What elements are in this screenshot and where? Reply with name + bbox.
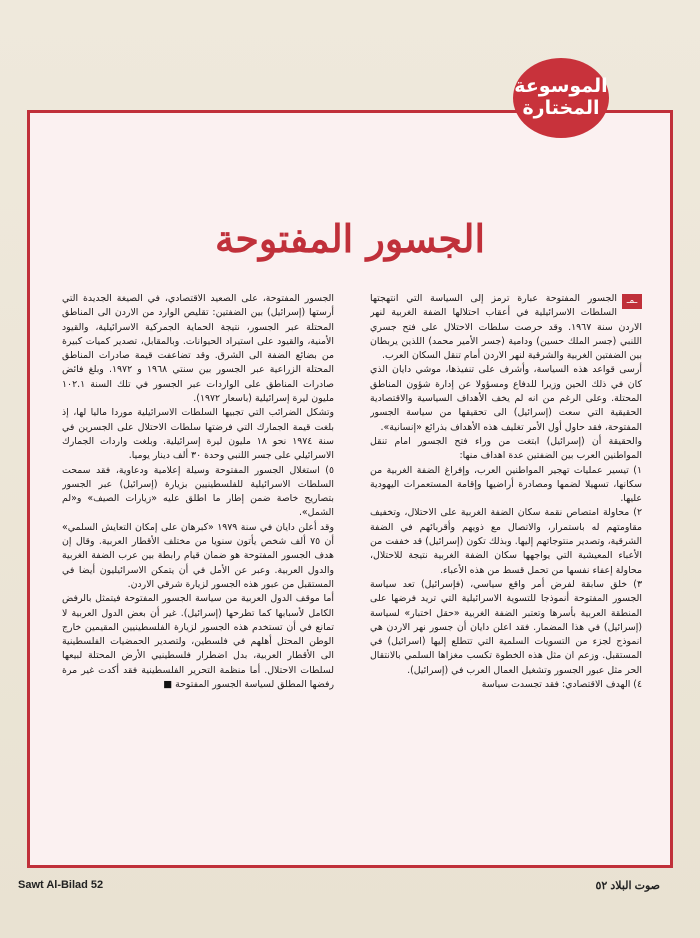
paragraph: ١) تيسير عمليات تهجير المواطنين العرب، وإفراغ الضفة الغربية من سكانها، تسهيلا لضمها ومصادرة أراضيها وإقامة المستعمرات اليهودية عليها. xyxy=(370,464,642,505)
end-square-icon: ■ xyxy=(163,679,173,691)
paragraph: ٣) خلق سابقة لفرض أمر واقع سياسي، (فإسرائيل) تعد سياسة الجسور المفتوحة أنموذجا للتسوية الاسرائيلية التي تريد فرضها على المنطقة العربية بأسرها وتعتبر الضفة الغربية «حقل اختبار» لسياسة (إسرائيل) في هذا المضمار. فقد اعلن دايان أن جسور نهر الاردن هي انموذج لجزء من التسويات السلمية التي تتطلع إليها (اسرائيل) في المستقبل. وزعم ان مثل هذه الخطوة تكسب مغزاها السلمي بالانتقال الحر مثل عبور الجسور وتشغيل العمال العرب في (إسرائيل). xyxy=(370,578,642,676)
paragraph: ٥) استغلال الجسور المفتوحة وسيلة إعلامية ودعاوية، فقد سمحت السلطات الاسرائيلية للفلسطينيين بزيارة (إسرائيل) عبر الجسور بتصاريح خاصة ضمن إطار ما اطلق عليه «زيارات الصيف» و«لم الشمل». xyxy=(62,464,334,519)
paragraph: أرسى قواعد هذه السياسة، وأشرف على تنفيذها، موشي دايان الذي كان في ذلك الحين وزيرا للدفاع ومسؤولا عن إدارة شؤون المناطق المحتلة. وعلى الرغم من انه لم يخف الأهداف السياسية والاقتصادية الحقيقية التي سعت (إسرائيل) الى تحقيقها من سياسة الجسور المفتوحة، فقد حاول أول الأمر تغليف هذه الأهداف بذرائع «إنسانية». xyxy=(370,364,642,433)
paragraph: وقد أعلن دايان في سنة ١٩٧٩ «كبرهان على إمكان التعايش السلمي» أن ٧٥ ألف شخص يأتون سنويا من مختلف الأقطار العربية. وقال إن هدف الجسور المفتوحة هو ضمان قيام رابطة بين عرب الضفة الغربية والدول العربية. وعبر عن الأمل في أن يتمكن الاسرائيليون أيضا في المستقبل من عبور هذه الجسور لزيارة شرقي الاردن. xyxy=(62,521,334,590)
paragraph: ـمـ الجسور المفتوحة عبارة ترمز إلى السياسة التي انتهجتها السلطات الاسرائيلية في أعقاب احتلالها الضفة الغربية لنهر الاردن سنة ١٩٦٧. وقد حرصت سلطات الاحتلال على فتح جسري اللنبي (جسر الملك حسين) ودامية (جسر الأمير محمد) اللذين يربطان بين الضفتين الغربية والشرقية لنهر الاردن أمام تنقل السكان العرب. xyxy=(370,293,642,362)
footer-page-label: Sawt Al-Bilad 52 xyxy=(18,879,104,891)
paragraph: ٢) محاولة امتصاص نقمة سكان الضفة الغربية على الاحتلال، وتخفيف مقاومتهم له باستمرار، والاتصال مع ذويهم وأقربائهم في الضفة الشرقية، وتصدير منتوجاتهم إليها. وبذلك تكون (إسرائيل) قد خففت من الأعباء المعيشية التي يواجهها سكان الضفة الغربية نتيجة للاحتلال، محاولة إعفاء نفسها من تحمل قسط من هذه الأعباء. xyxy=(370,507,642,576)
footer-page-label-arabic: صوت البلاد ٥٢ xyxy=(595,880,660,892)
left-column xyxy=(62,292,334,852)
paragraph: الجسور المفتوحة، على الصعيد الاقتصادي، في الصيغة الجديدة التي أرستها (إسرائيل) بين الضفتين: تقليص الوارد من الاردن الى المناطق المحتلة عبر الجسور، نتيجة الحماية الجمركية الاسرائيلية، والقيود الأمنية، والقيود على استيراد الحيوانات. وبالمقابل، تصدير كميات كبيرة من بضائع الضفة الى الشرق. وقد تضاعفت قيمة صادرات المناطق المحتلة الزراعية عبر الجسور بين سنتي ١٩٦٨ و ١٩٧٢. وبلغ فائض صادرات المناطق على الواردات عبر الجسور في تلك السنة ١٠٢.١ مليون ليرة إسرائيلية (باسعار ١٩٧٢). xyxy=(62,293,334,405)
paragraph: ٤) الهدف الاقتصادي: فقد تجسدت سياسة xyxy=(481,679,642,691)
paragraph: والحقيقة أن (إسرائيل) ابتغت من وراء فتح الجسور امام تنقل المواطنين العرب بين الضفتين عدة اهداف منها: xyxy=(370,435,642,462)
magazine-logo-icon: ـمـ xyxy=(622,294,642,309)
paragraph: وتشكل الضرائب التي تجبيها السلطات الاسرائيلية موردا ماليا لها، إذ بلغت قيمة الجمارك التي فرضتها سلطات الاحتلال على الجسرين في سنة ١٩٧٤ نحو ١٨ مليون ليرة إسرائيلية. وبلغت واردات الجمارك الاسرائيلي على جسر اللنبي وحدة ٣٠ ألف دينار يوميا. xyxy=(62,407,334,462)
badge-line-2: المختارة xyxy=(522,97,600,119)
badge-line-1: الموسوعة xyxy=(514,75,608,98)
article-title: الجسور المفتوحة xyxy=(214,216,486,261)
section-badge xyxy=(513,58,609,138)
right-column xyxy=(370,292,642,852)
paragraph: أما موقف الدول العربية من سياسة الجسور المفتوحة فيتمثل بالرفض الكامل لأسبابها كما تطرحها (إسرائيل). غير أن بعض الدول العربية لا تمانع في أن تستخدم هذه الجسور لزيارة الفلسطينيين المقيمين خارج الوطن المحتل أهلهم في فلسطين، ولتصدير الحمضيات الفلسطينية الى الأقطار العربية، بدل اضطرار فلسطينيي الأرض المحتلة لبيعها لسلطات الاحتلال. أما منظمة التحرير الفلسطينية فقد أكدت غير مرة رفضها المطلق لسياسة الجسور المفتوحة ■ xyxy=(62,593,334,691)
